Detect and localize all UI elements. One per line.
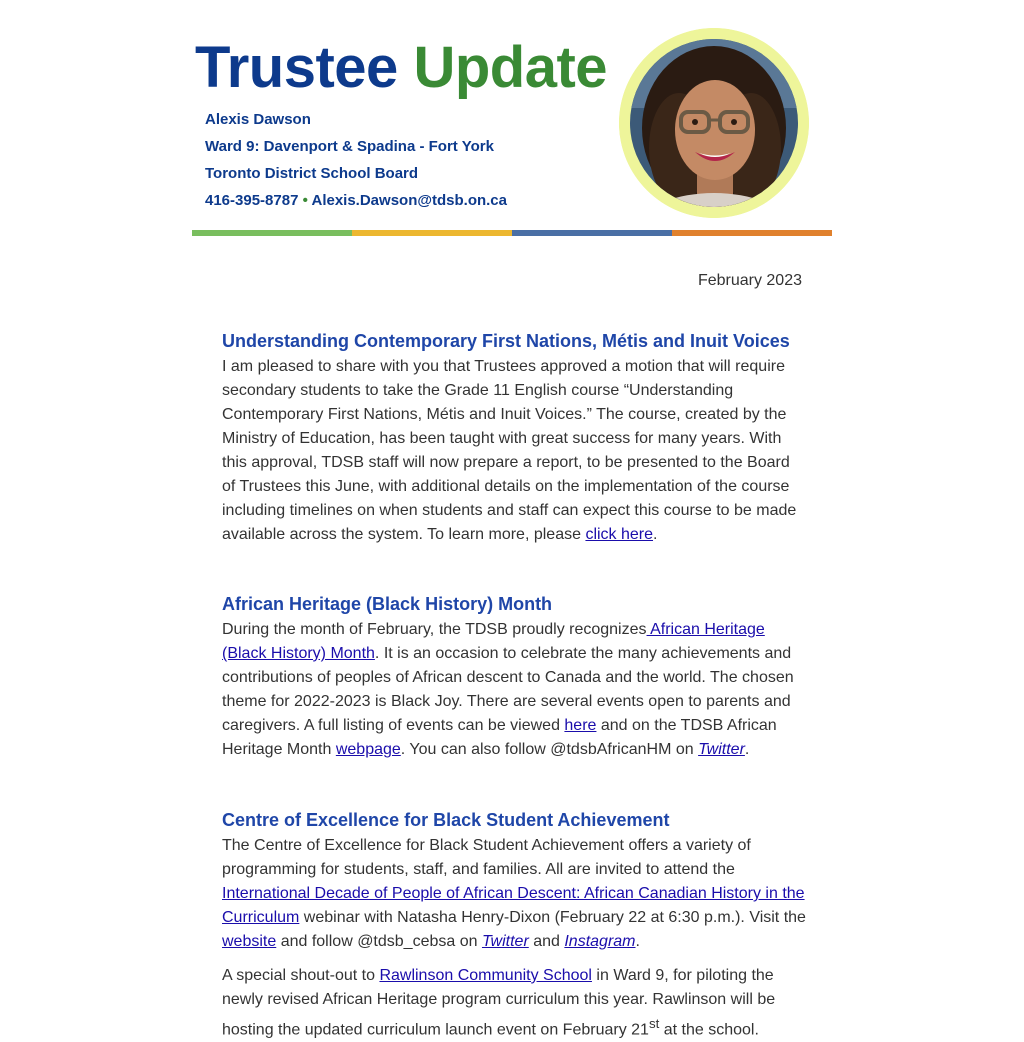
body-text: webinar with Natasha Henry-Dixon (February 22 at 6:30 p.m.). Visit the [299, 909, 806, 926]
twitter-link[interactable]: Twitter [698, 741, 745, 758]
section-heading: Centre of Excellence for Black Student Achievement [222, 810, 670, 830]
section-heading: African Heritage (Black History) Month [222, 594, 553, 614]
ordinal-suffix: st [648, 1016, 660, 1031]
body-text: . You can also follow @tdsbAfricanHM on [400, 741, 699, 758]
body-text: During the month of February, the TDSB proudly recognizes [222, 621, 647, 638]
separator-dot: • [302, 192, 308, 209]
issue-date: February 2023 [697, 272, 802, 289]
portrait-image [619, 28, 809, 218]
instagram-link[interactable]: Instagram [564, 933, 636, 950]
trustee-name: Alexis Dawson [205, 111, 311, 128]
body-text: . It is an occasion to celebrate the many achievements and contributions of peoples of African descent to Canada and the world. The chosen theme for 2022-2023 is Black Joy. There are several events open to parents and caregivers. A full listing of events can be viewed [222, 645, 794, 734]
body-text: A special shout-out to [222, 967, 380, 984]
phone-number: 416-395-8787 [205, 192, 299, 209]
section-body [222, 355, 806, 547]
contact-line [205, 187, 507, 214]
section-body [222, 618, 806, 762]
click-here-link[interactable]: click here [585, 526, 654, 543]
color-divider [192, 230, 832, 236]
body-text: . [744, 741, 750, 758]
masthead-title [195, 34, 607, 102]
board-name: Toronto District School Board [205, 165, 419, 182]
body-text: and [528, 933, 565, 950]
contact-block [205, 106, 507, 214]
section-african-heritage-month [222, 592, 806, 762]
body-text: . [635, 933, 640, 950]
body-text: and on the TDSB African Heritage Month [222, 717, 777, 758]
divider-orange [672, 230, 832, 236]
ward-label: Ward 9: Davenport & Spadina - Fort York [205, 138, 494, 155]
title-update: Update [413, 35, 608, 100]
twitter-link[interactable]: Twitter [481, 933, 529, 950]
webinar-link[interactable]: International Decade of People of African Descent: African Canadian History in the Curriculum [222, 885, 805, 926]
section-body [222, 834, 806, 954]
events-here-link[interactable]: here [564, 717, 597, 734]
trustee-portrait [619, 28, 809, 218]
body-text: at the school. [659, 1021, 759, 1039]
body-text: in Ward 9, for piloting the newly revised African Heritage program curriculum this year. Rawlinson will be hosting the updated curriculum launch event on February 21 [222, 967, 776, 1039]
divider-green [192, 230, 352, 236]
body-text-end: . [653, 526, 658, 543]
section-fnmi-course [222, 329, 806, 547]
section-cebsa [222, 808, 806, 1042]
rawlinson-school-link[interactable]: Rawlinson Community School [379, 967, 592, 984]
title-trustee: Trustee [195, 35, 398, 100]
body-text: The Centre of Excellence for Black Student Achievement offers a variety of programming for students, staff, and families. All are invited to attend the [222, 837, 751, 878]
section-body-2 [222, 964, 806, 1042]
divider-yellow [352, 230, 512, 236]
body-text: I am pleased to share with you that Trustees approved a motion that will require secondary students to take the Grade 11 English course “Understanding Contemporary First Nations, Métis and Inuit Voices.” The course, created by the Ministry of Education, has been taught with great success for many years. With this approval, TDSB staff will now prepare a report, to be presented to the Board of Trustees this June, with additional details on the implementation of the course including timelines on when students and staff can expect this course to be made available across the system. To learn more, please [222, 358, 797, 543]
email-address: Alexis.Dawson@tdsb.on.ca [311, 192, 507, 209]
divider-blue [512, 230, 672, 236]
african-heritage-month-link[interactable]: African Heritage (Black History) Month [222, 621, 765, 662]
website-link[interactable]: website [222, 933, 277, 950]
webpage-link[interactable]: webpage [335, 741, 401, 758]
section-heading: Understanding Contemporary First Nations, Métis and Inuit Voices [222, 331, 790, 351]
body-text: and follow @tdsb_cebsa on [276, 933, 482, 950]
